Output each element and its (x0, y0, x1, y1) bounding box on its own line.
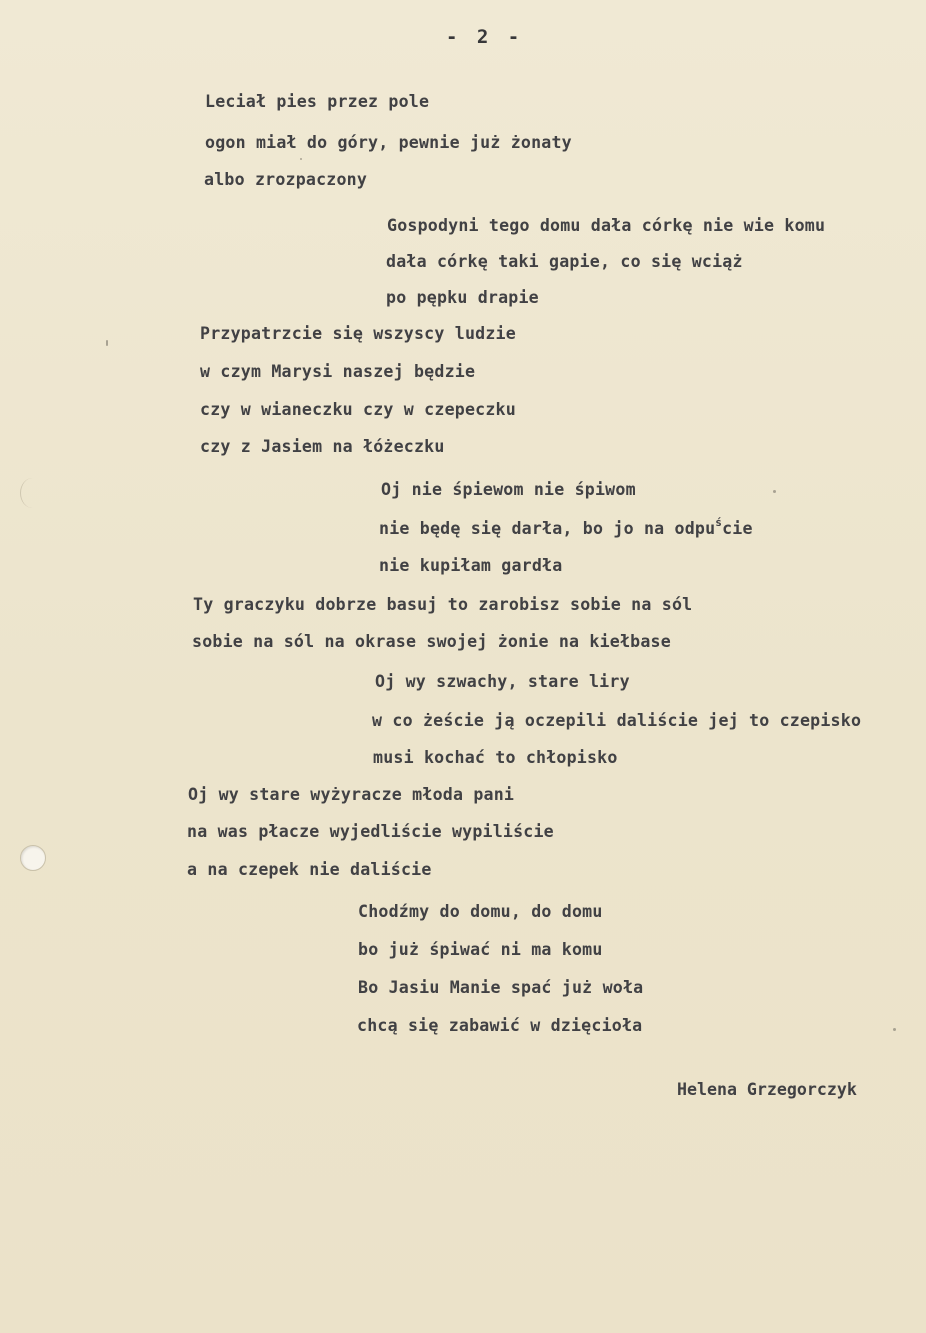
poem-line (379, 516, 753, 538)
paper-speck (300, 158, 302, 160)
poem-line: na was płacze wyjedliście wypiliście (187, 822, 554, 841)
signature: Helena Grzegorczyk (677, 1080, 857, 1099)
page-number: - 2 - (446, 26, 524, 48)
poem-line: ogon miał do góry, pewnie już żonaty (205, 133, 572, 152)
poem-line: chcą się zabawić w dzięcioła (357, 1016, 643, 1035)
poem-line: bo już śpiwać ni ma komu (358, 940, 603, 959)
punch-hole-mark (20, 478, 45, 508)
poem-line: Oj wy stare wyżyracze młoda pani (188, 785, 515, 804)
poem-line: Przypatrzcie się wszyscy ludzie (200, 324, 516, 343)
poem-line: czy w wianeczku czy w czepeczku (200, 400, 516, 419)
poem-line: dała córkę taki gapie, co się wciąż (386, 252, 743, 271)
poem-line: nie kupiłam gardła (379, 556, 563, 575)
poem-line: w czym Marysi naszej będzie (200, 362, 476, 381)
paper-speck (893, 1028, 896, 1031)
poem-line: Chodźmy do domu, do domu (358, 902, 603, 921)
poem-line: w co żeście ją oczepili daliście jej to czepisko (372, 711, 862, 730)
poem-line: sobie na sól na okrase swojej żonie na kiełbase (192, 632, 671, 651)
poem-line: Bo Jasiu Manie spać już woła (358, 978, 644, 997)
poem-line-text: nie będę się darła, bo jo na odpu (379, 519, 716, 538)
poem-superscript: ś (715, 516, 723, 529)
poem-line-text: cie (722, 519, 753, 538)
poem-line: czy z Jasiem na łóżeczku (200, 437, 445, 456)
paper-speck (773, 490, 776, 493)
poem-line: po pępku drapie (386, 288, 539, 307)
poem-line: Leciał pies przez pole (205, 92, 430, 111)
poem-line: Gospodyni tego domu dała córkę nie wie komu (387, 216, 826, 235)
poem-line: musi kochać to chłopisko (373, 748, 618, 767)
paper-speck (106, 340, 108, 346)
poem-line: Oj nie śpiewom nie śpiwom (381, 480, 636, 499)
poem-line: Ty graczyku dobrze basuj to zarobisz sobie na sól (193, 595, 693, 614)
poem-line: albo zrozpaczony (204, 170, 368, 189)
poem-line: Oj wy szwachy, stare liry (375, 672, 630, 691)
poem-line: a na czepek nie daliście (187, 860, 432, 879)
punch-hole (20, 845, 46, 871)
